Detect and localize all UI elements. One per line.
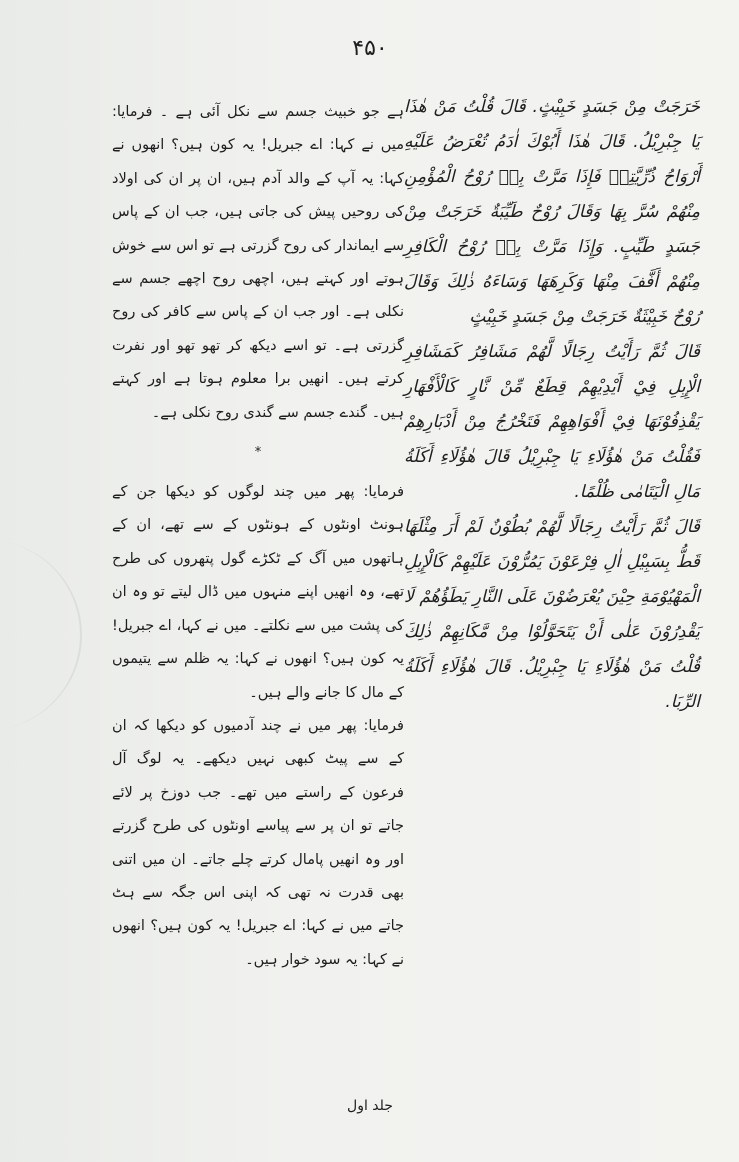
page-number: ۴۵۰ — [352, 36, 388, 61]
arabic-paragraph-1: خَرَجَتْ مِنْ جَسَدٍ خَبِيْثٍ. قَالَ قُلْتُ مَنْ هٰذَا يَا جِبْرِيْلُ. قَالَ هٰذَا أَبُوْكَ اٰدَمُ تُعْرَضُ عَلَيْهِ أَرْوَاحُ ذُرِّيَّتِهٖ فَإِذَا مَرَّتْ بِهٖ رُوْحُ الْمُؤْمِنِ مِنْهُمْ سُرَّ بِهَا وَقَالَ رُوْحٌ طَيِّبَةٌ خَرَجَتْ مِنْ جَسَدٍ طَيِّبٍ. وَإِذَا مَرَّتْ بِهٖ رُوْحُ الْكَافِرِ مِنْهُمْ أَفَّفَ مِنْهَا وَكَرِهَهَا وَسَاءَهُ ذٰلِكَ وَقَالَ رُوْحٌ خَبِيْثَةٌ خَرَجَتْ مِنْ جَسَدٍ خَبِيْثٍ — [404, 97, 700, 327]
translation-paragraph-3: فرمایا: پھر میں نے چند آدمیوں کو دیکھا کہ ان کے سے پیٹ کبھی نہیں دیکھے۔ یہ لوگ آل فرعون کے راستے میں تھے۔ جب دوزخ پر لائے جاتے تو ان پر سے پیاسے اونٹوں کی طرح گزرتے اور وہ انھیں پامال کرتے چلے جاتے۔ ان میں اتنی بھی قدرت نہ تھی کہ اپنی اس جگہ سے ہٹ جاتے میں نے کہا: اے جبریل! یہ کون ہیں؟ انھوں نے کہا: یہ سود خوار ہیں۔ — [112, 717, 404, 968]
page-fold-shadow — [0, 540, 82, 730]
arabic-text-column — [404, 90, 700, 720]
arabic-paragraph-2: قَالَ ثُمَّ رَأَيْتُ رِجَالًا لَّهُمْ مَشَافِرُ كَمَشَافِرِ الْإِبِلِ فِيْ أَيْدِيْهِمْ قِطَعٌ مِّنْ نَّارٍ كَالْأَفْهَارِ يَقْذِفُوْنَهَا فِيْ أَفْوَاهِهِمْ فَتَخْرُجُ مِنْ أَدْبَارِهِمْ فَقُلْتُ مَنْ هٰؤُلَاءِ يَا جِبْرِيْلُ قَالَ هٰؤُلَاءِ أَكَلَةُ مَالِ الْيَتَامٰى ظُلْمًا. — [404, 342, 700, 502]
translation-paragraph-1: ہے جو خبیث جسم سے نکل آئی ہے ۔ فرمایا: میں نے کہا: اے جبریل! یہ کون ہیں؟ انھوں نے کہا: یہ آپ کے والد آدم ہیں، ان پر ان کی اولاد کی روحیں پیش کی جاتی ہیں، جب ان کے پاس سے ایماندار کی روح گزرتی ہے تو اس سے خوش ہوتے اور کہتے ہیں، اچھی روح اچھے جسم سے نکلی ہے۔ اور جب ان کے پاس سے کافر کی روح گزرتی ہے۔ تو اسے دیکھ کر تھو تھو اور نفرت کرتے ہیں۔ انھیں برا معلوم ہوتا ہے اور کہتے ہیں۔ گندے جسم سے گندی روح نکلی ہے۔ — [112, 104, 404, 421]
section-separator: * — [254, 445, 262, 461]
volume-footer: جلد اول — [347, 1098, 393, 1114]
urdu-translation-column — [112, 96, 404, 977]
arabic-paragraph-3: قَالَ ثُمَّ رَأَيْتُ رِجَالًا لَّهُمْ بُطُوْنٌ لَمْ أَرَ مِثْلَهَا قَطُّ بِسَبِيْلِ اٰلِ فِرْعَوْنَ يَمُرُّوْنَ عَلَيْهِمْ كَالْإِبِلِ الْمَهْيُوْمَةِ حِيْنَ يُعْرَضُوْنَ عَلَى النَّارِ يَطَؤُهُمْ لَا يَقْدِرُوْنَ عَلٰى أَنْ يَتَحَوَّلُوْا مِنْ مَّكَانِهِمْ ذٰلِكَ قُلْتُ مَنْ هٰؤُلَاءِ يَا جِبْرِيْلُ. قَالَ هٰؤُلَاءِ أَكَلَةُ الرِّبَا. — [404, 517, 700, 712]
translation-paragraph-2: فرمایا: پھر میں چند لوگوں کو دیکھا جن کے ہونٹ اونٹوں کے ہونٹوں کے سے تھے، ان کے ہاتھوں میں آگ کے ٹکڑے گول پتھروں کی طرح تھے، وہ انھیں اپنے منہوں میں ڈال لیتے تو وہ ان کی پشت میں سے نکلتے۔ میں نے کہا، اے جبریل! یہ کون ہیں؟ انھوں نے کہا: یہ ظلم سے یتیموں کے مال کا جانے والے ہیں۔ — [112, 484, 404, 701]
